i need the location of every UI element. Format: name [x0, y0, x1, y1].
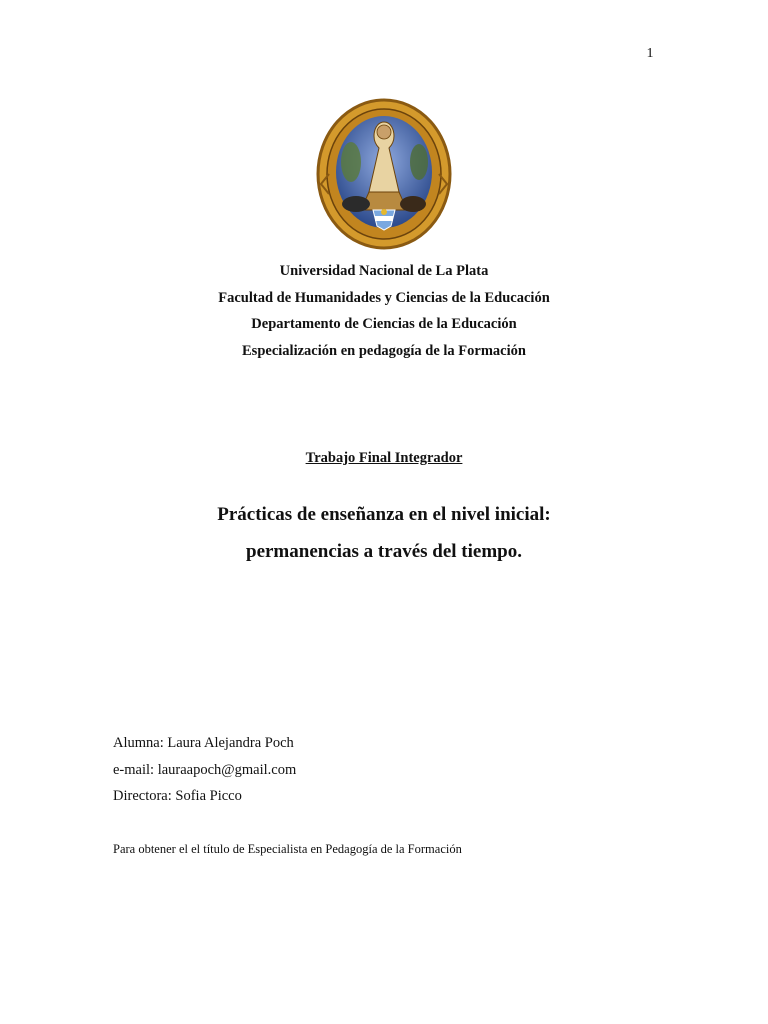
- director-line: Directora: Sofia Picco: [113, 788, 242, 804]
- email-line: e-mail: lauraapoch@gmail.com: [113, 761, 297, 778]
- institution-block: [0, 262, 768, 368]
- student-line: Alumna: Laura Alejandra Poch: [113, 735, 294, 751]
- author-block: [113, 734, 296, 814]
- department-name: Departamento de Ciencias de la Educación: [251, 316, 517, 332]
- document-type: Trabajo Final Integrador: [305, 450, 463, 466]
- university-name: Universidad Nacional de La Plata: [279, 263, 489, 279]
- university-seal-icon: [311, 92, 457, 252]
- document-title: [0, 502, 768, 576]
- title-line-2: permanencias a través del tiempo.: [246, 541, 522, 562]
- page-number: 1: [646, 46, 654, 61]
- faculty-name: Facultad de Humanidades y Ciencias de la Educación: [218, 289, 550, 306]
- purpose-statement: Para obtener el el título de Especialista en Pedagogía de la Formación: [113, 842, 462, 856]
- program-name: Especialización en pedagogía de la Formación: [242, 342, 526, 359]
- title-line-1: Prácticas de enseñanza en el nivel inicial:: [217, 504, 551, 525]
